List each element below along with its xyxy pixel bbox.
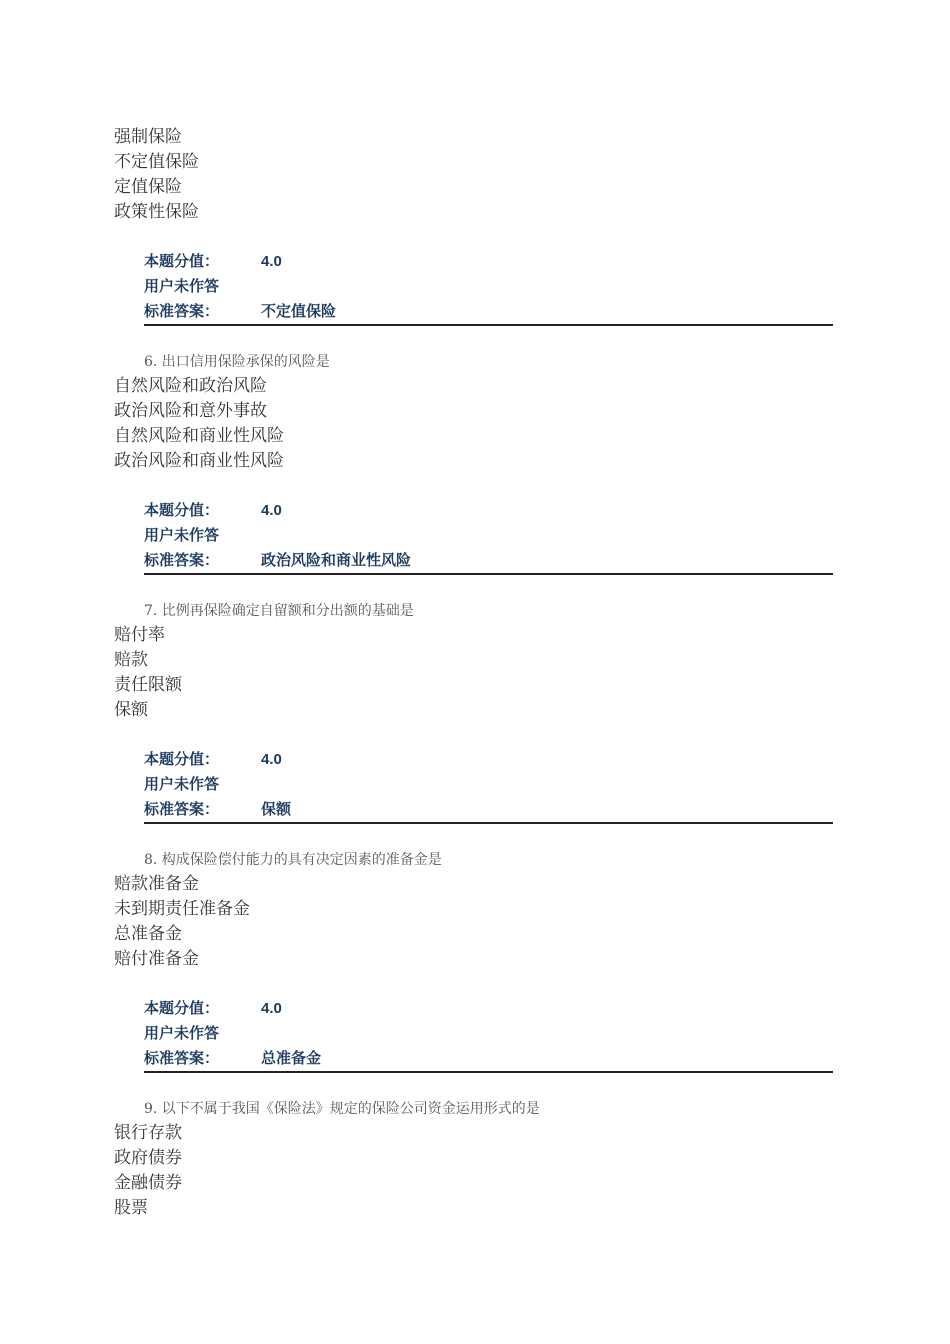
q5-option: 定值保险 [114, 177, 182, 197]
q9-option: 银行存款 [114, 1123, 182, 1143]
score-value: 4.0 [261, 751, 282, 768]
answer-label: 标准答案： [144, 801, 220, 818]
q8-title: 8. 构成保险偿付能力的具有决定因素的准备金是 [144, 852, 442, 868]
q5-answer-block [144, 249, 833, 326]
q7-title: 7. 比例再保险确定自留额和分出额的基础是 [144, 603, 414, 619]
q6-option: 自然风险和政治风险 [114, 376, 267, 396]
q6-option: 政治风险和商业性风险 [114, 451, 284, 471]
answer-value: 不定值保险 [261, 303, 337, 320]
q9-option: 股票 [114, 1198, 148, 1218]
score-value: 4.0 [261, 253, 282, 270]
q8-option: 未到期责任准备金 [114, 899, 250, 919]
q6-options [114, 374, 284, 474]
answer-value: 政治风险和商业性风险 [261, 552, 412, 569]
unanswered-label: 用户未作答 [144, 278, 220, 295]
score-label: 本题分值： [144, 502, 220, 519]
answer-label: 标准答案： [144, 303, 220, 320]
q7-option: 责任限额 [114, 675, 182, 695]
q6-option: 自然风险和商业性风险 [114, 426, 284, 446]
score-label: 本题分值： [144, 1000, 220, 1017]
q7-options [114, 623, 182, 723]
q5-option: 不定值保险 [114, 152, 199, 172]
q8-option: 赔款准备金 [114, 874, 199, 894]
unanswered-label: 用户未作答 [144, 776, 220, 793]
answer-value: 保额 [261, 801, 292, 818]
answer-label: 标准答案： [144, 1050, 220, 1067]
score-label: 本题分值： [144, 253, 220, 270]
q8-answer-block [144, 996, 833, 1073]
answer-value: 总准备金 [261, 1050, 322, 1067]
score-value: 4.0 [261, 1000, 282, 1017]
q6-option: 政治风险和意外事故 [114, 401, 267, 421]
unanswered-label: 用户未作答 [144, 527, 220, 544]
q5-option: 强制保险 [114, 127, 182, 147]
answer-label: 标准答案： [144, 552, 220, 569]
score-value: 4.0 [261, 502, 282, 519]
q7-option: 赔款 [114, 650, 148, 670]
score-label: 本题分值： [144, 751, 220, 768]
q7-option: 赔付率 [114, 625, 165, 645]
q5-options [114, 125, 199, 225]
q8-option: 赔付准备金 [114, 949, 199, 969]
q7-answer-block [144, 747, 833, 824]
q6-answer-block [144, 498, 833, 575]
q8-options [114, 872, 250, 972]
q7-option: 保额 [114, 700, 148, 720]
q6-title: 6. 出口信用保险承保的风险是 [144, 354, 330, 370]
unanswered-label: 用户未作答 [144, 1025, 220, 1042]
q8-option: 总准备金 [114, 924, 182, 944]
q9-option: 金融债券 [114, 1173, 182, 1193]
q9-title: 9. 以下不属于我国《保险法》规定的保险公司资金运用形式的是 [144, 1101, 540, 1117]
q9-options [114, 1121, 182, 1221]
q5-option: 政策性保险 [114, 202, 199, 222]
q9-option: 政府债券 [114, 1148, 182, 1168]
